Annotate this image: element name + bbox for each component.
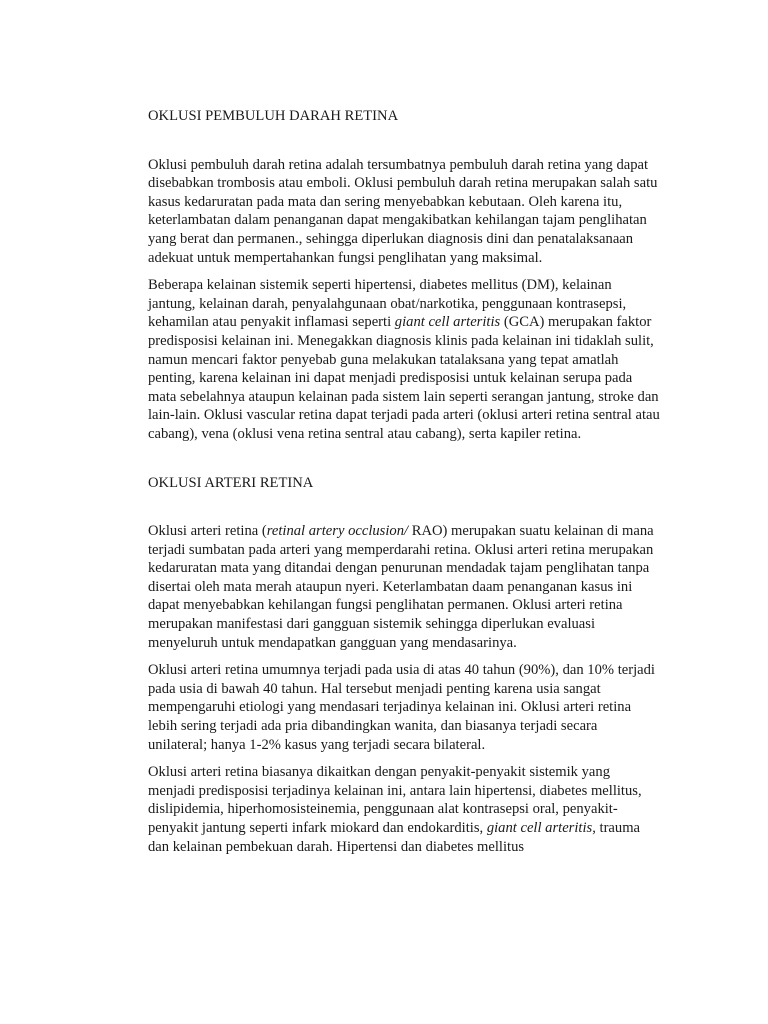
paragraph-rao-definition-text-1: Oklusi arteri retina ( <box>148 523 267 540</box>
paragraph-rao-definition <box>148 522 660 652</box>
paragraph-risk-factors-text-2: (GCA) merupakan faktor predisposisi kelainan ini. Menegakkan diagnosis klinis pada kelainan ini tidaklah sulit, namun mencari faktor penyebab guna melakukan tatalaksana yang tepat amatlah penting, karena kelainan ini dapat menjadi predisposisi untuk kelainan serupa pada mata sebelahnya ataupun kelainan pada sistem lain seperti serangan jantung, stroke dan lain-lain. Oklusi vascular retina dapat terjadi pada arteri (oklusi arteri retina sentral atau cabang), vena (oklusi vena retina sentral atau cabang), serta kapiler retina. <box>148 314 660 442</box>
document-body <box>148 107 660 856</box>
paragraph-definition: Oklusi pembuluh darah retina adalah tersumbatnya pembuluh darah retina yang dapat disebabkan trombosis atau emboli. Oklusi pembuluh darah retina merupakan salah satu kasus kedaruratan pada mata dan sering menyebabkan kebutaan. Oleh karena itu, keterlambatan dalam penanganan dapat mengakibatkan kehilangan tajam penglihatan yang berat dan permanen., sehingga diperlukan diagnosis dini dan penatalaksanaan adekuat untuk mempertahankan fungsi penglihatan yang maksimal. <box>148 156 658 266</box>
paragraph-rao-definition-text-2: RAO) merupakan suatu kelainan di mana terjadi sumbatan pada arteri yang memperdarahi retina. Oklusi arteri retina merupakan kedaruratan mata yang ditandai dengan penurunan mendadak tajam penglihatan tanpa disertai oleh mata merah ataupun nyeri. Keterlambatan daam penanganan kasus ini dapat menyebabkan kehilangan fungsi penglihatan permanen. Oklusi arteri retina merupakan manifestasi dari gangguan sistemik sehingga diperlukan evaluasi menyeluruh untuk mendapatkan gangguan yang mendasarinya. <box>148 523 654 651</box>
paragraph-risk-factors <box>148 276 660 443</box>
paragraph-associated-diseases-text-2: , trauma dan kelainan pembekuan darah. Hipertensi dan diabetes mellitus <box>148 820 641 855</box>
section-heading-retinal-vessel-occlusion: OKLUSI PEMBULUH DARAH RETINA <box>148 108 399 124</box>
paragraph-risk-factors-text-1: Beberapa kelainan sistemik seperti hipertensi, diabetes mellitus (DM), kelainan jantung, kelainan darah, penyalahgunaan obat/narkotika, penggunaan kontrasepsi, kehamilan atau penyakit inflamasi seperti <box>148 277 627 331</box>
paragraph-epidemiology: Oklusi arteri retina umumnya terjadi pada usia di atas 40 tahun (90%), dan 10% terjadi pada usia di bawah 40 tahun. Hal tersebut menjadi penting karena usia sangat mempengaruhi etiologi yang mendasari terjadinya kelainan ini. Oklusi arteri retina lebih sering terjadi ada pria dibandingkan wanita, dan biasanya terjadi secara unilateral; hanya 1-2% kasus yang terjadi secara bilateral. <box>148 662 655 753</box>
paragraph-associated-diseases <box>148 763 660 856</box>
paragraph-risk-factors-italic: giant cell arteritis <box>394 314 501 331</box>
paragraph-associated-diseases-text-1: Oklusi arteri retina biasanya dikaitkan dengan penyakit-penyakit sistemik yang menjadi predisposisi terjadinya kelainan ini, antara lain hipertensi, diabetes mellitus, dislipidemia, hiperhomosisteinemia, penggunaan alat kontrasepsi oral, penyakit-penyakit jantung seperti infark miokard dan endokarditis, <box>148 764 642 836</box>
paragraph-associated-diseases-italic: giant cell arteritis <box>486 820 593 836</box>
paragraph-rao-definition-italic: retinal artery occlusion/ <box>266 523 409 540</box>
section-heading-retinal-artery-occlusion: OKLUSI ARTERI RETINA <box>148 474 314 491</box>
